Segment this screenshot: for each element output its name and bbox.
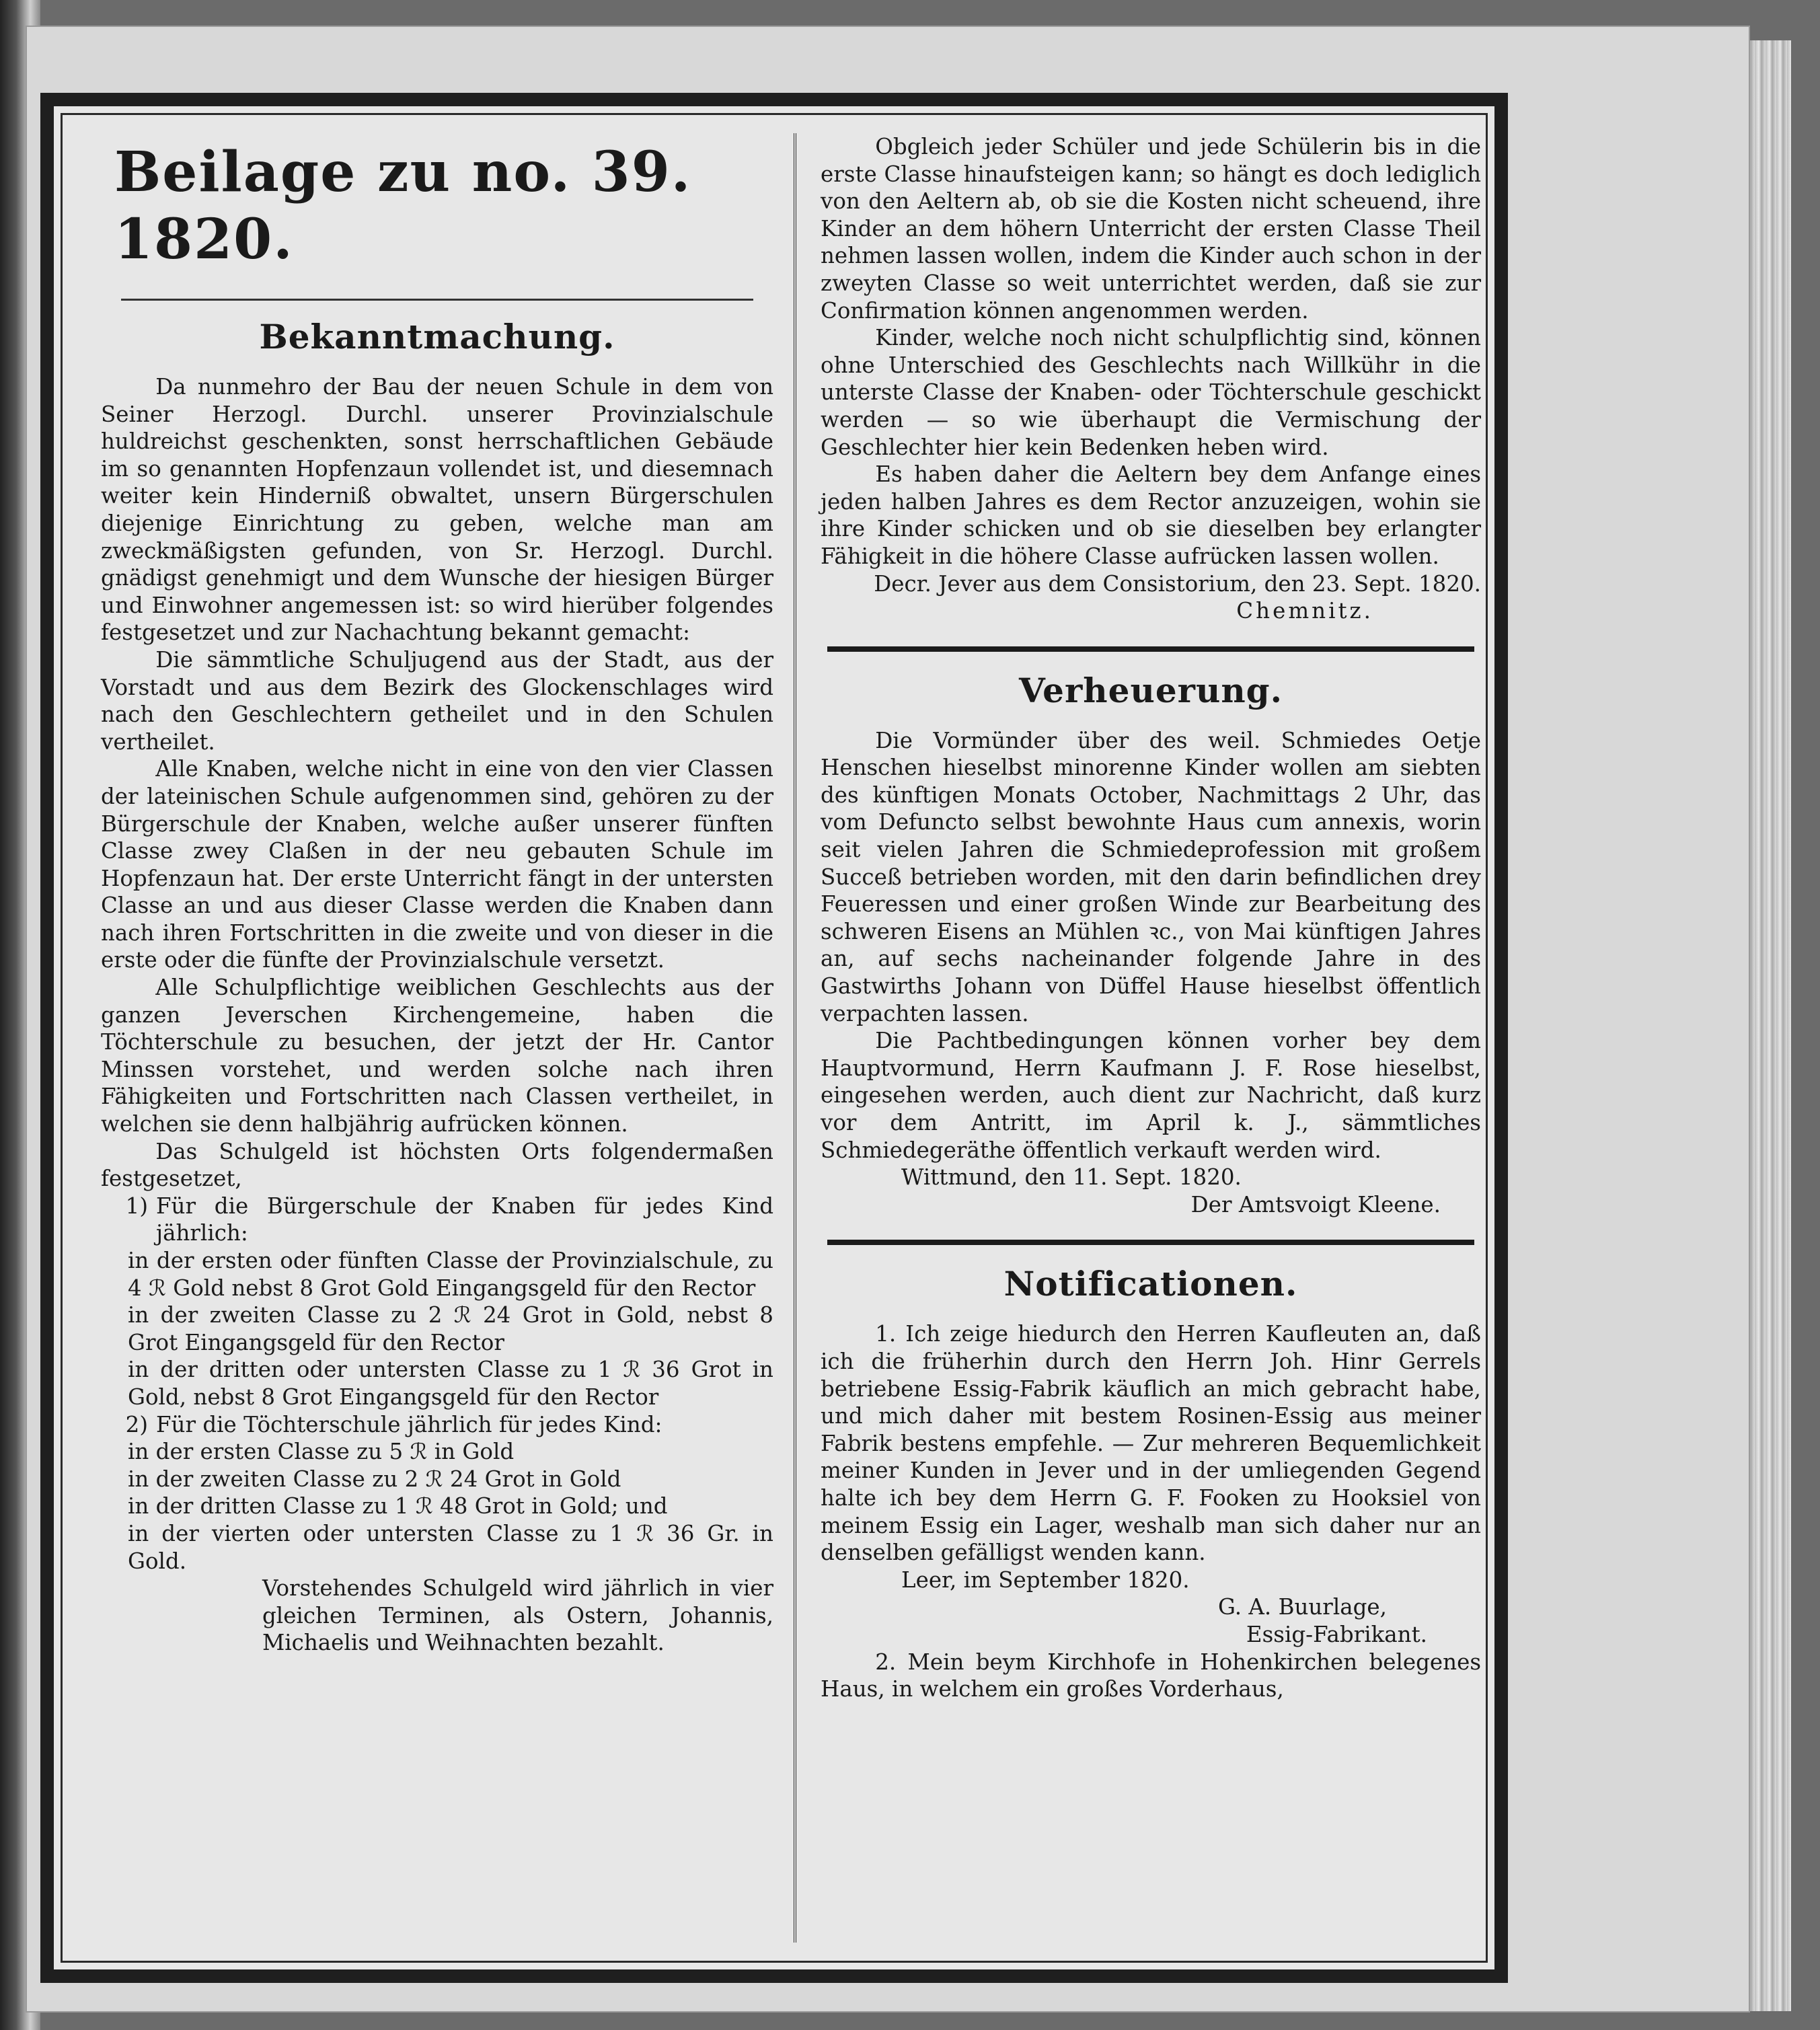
signature-place-date: Leer, im September 1820. [901, 1567, 1190, 1593]
paragraph: Alle Schulpflichtige weiblichen Geschlechts aus der ganzen Jeverschen Kirchengemeine, haben die Töchterschule zu besuchen, der jetzt der Hr. Cantor Minssen vorstehet, und werden solche nach ihren Fähigkeiten und Fortschritten nach Classen vertheilet, in welchen sie denn halbjährig aufrücken können. [101, 975, 773, 1137]
fee-list [101, 1193, 773, 1657]
paragraph: Da nunmehro der Bau der neuen Schule in dem von Seiner Herzogl. Durchl. unserer Provinzialschule huldreichst geschenkten, sonst herrschaftlichen Gebäude im so genannten Hopfenzaun vollendet ist, und diesemnach weiter kein Hinderniß obwaltet, unsern Bürgerschulen diejenige Einrichtung zu geben, welche man am zweckmäßigsten gefunden, von Sr. Herzogl. Durchl. gnädigst genehmigt und dem Wunsche der hiesigen Bürger und Einwohner angemessen ist: so wird hierüber folgendes festgesetzet und zur Nachachtung bekannt gemacht: [101, 374, 773, 646]
section-rule [827, 646, 1474, 652]
paragraph: Obgleich jeder Schüler und jede Schülerin bis in die erste Classe hinaufsteigen kann; so hängt es doch lediglich von den Aeltern ab, ob sie die Kosten nicht scheuend, ihre Kinder an dem höhern Unterricht der ersten Classe Theil nehmen lassen wollen, indem die Kinder auch schon in der zweyten Classe so weit unterrichtet werden, daß sie zur Confirmation können angenommen werden. [821, 134, 1481, 324]
column-divider [794, 133, 800, 1943]
paragraph: Die sämmtliche Schuljugend aus der Stadt, aus der Vorstadt und aus dem Bezirk des Glockenschlages wird nach den Geschlechtern getheilet und in den Schulen vertheilet. [101, 646, 773, 755]
signature-place-date: Wittmund, den 11. Sept. 1820. [901, 1164, 1242, 1191]
fee-item [101, 1193, 773, 1247]
fee-line: in der ersten Classe zu 5 ℛ in Gold [128, 1439, 515, 1465]
signature-name: Der Amtsvoigt Kleene. [1190, 1191, 1441, 1217]
page-frame [40, 93, 1508, 1983]
fee-heading: Für die Töchterschule jährlich für jedes Kind: [156, 1411, 662, 1437]
signature-name: G. A. Buurlage, [1217, 1594, 1387, 1620]
masthead-title: Beilage zu no. 39. 1820. [114, 140, 692, 272]
fee-line: in der ersten oder fünften Classe der Provinzialschule, zu 4 ℛ Gold nebst 8 Grot Gold Eingangsgeld für den Rector [128, 1248, 773, 1301]
notice-item: 1. Ich zeige hiedurch den Herren Kaufleuten an, daß ich die früherhin durch den Herrn Joh. Hinr Gerrels betriebene Essig-Fabrik käuflich an mich gebracht habe, und mich daher mit bestem Rosinen-Essig aus meiner Fabrik bestens empfehle. — Zur mehreren Bequemlichkeit meiner Kunden in Jever und in der umliegenden Gegend halte ich bey dem Herrn G. F. Fooken zu Hooksiel von meinem Essig ein Lager, weshalb man sich daher nur an denselben gefälligst wenden kann. [821, 1321, 1481, 1566]
fee-line: in der dritten Classe zu 1 ℛ 48 Grot in Gold; und [128, 1493, 668, 1519]
section-rule [827, 1240, 1474, 1245]
fee-line: in der zweiten Classe zu 2 ℛ 24 Grot in Gold [128, 1466, 621, 1492]
signature-role: Essig-Fabrikant. [1246, 1621, 1427, 1647]
fee-note: Vorstehendes Schulgeld wird jährlich in vier gleichen Terminen, als Ostern, Johannis, Michaelis und Weihnachten bezahlt. [262, 1575, 773, 1656]
masthead-rule [121, 299, 753, 301]
fee-line: in der vierten oder untersten Classe zu 1 ℛ 36 Gr. in Gold. [128, 1520, 773, 1574]
fee-line: in der dritten oder untersten Classe zu 1 ℛ 36 Grot in Gold, nebst 8 Grot Eingangsgeld für den Rector [128, 1357, 773, 1410]
fee-item [101, 1411, 773, 1439]
signature-place-date: Decr. Jever aus dem Consistorium, den 23. Sept. 1820. [874, 570, 1481, 597]
signature-name: Chemnitz. [1236, 598, 1373, 624]
fee-number: 2) [125, 1411, 148, 1437]
left-column [101, 133, 773, 1949]
notice-item: 2. Mein beym Kirchhofe in Hohenkirchen belegenes Haus, in welchem ein großes Vorderhaus, [821, 1649, 1481, 1702]
right-column [821, 133, 1481, 1949]
fee-line: in der zweiten Classe zu 2 ℛ 24 Grot in Gold, nebst 8 Grot Eingangsgeld für den Rector [128, 1302, 773, 1355]
fee-number: 1) [125, 1193, 148, 1219]
section-title-verheuerung: Verheuerung. [1018, 670, 1283, 710]
section-title-notificationen: Notificationen. [1003, 1264, 1298, 1304]
paragraph: Die Vormünder über des weil. Schmiedes Oetje Henschen hieselbst minorenne Kinder wollen am siebten des künftigen Monats October, Nachmittags 2 Uhr, das vom Defuncto selbst bewohnte Haus cum annexis, worin seit vielen Jahren die Schmiedeprofession mit großem Succeß betrieben worden, mit den darin befindlichen drey Feueressen und einer großen Winde zur Bearbeitung des schweren Eisens an Mühlen ꝛc., von Mai künftigen Jahres an, auf sechs nacheinander folgende Jahre in des Gastwirths Johann von Düffel Hause hieselbst öffentlich verpachten lassen. [821, 727, 1481, 1026]
paragraph: Die Pachtbedingungen können vorher bey dem Hauptvormund, Herrn Kaufmann J. F. Rose hieselbst, eingesehen werden, auch dient zur Nachricht, daß kurz vor dem Antritt, im April k. J., sämmtliches Schmiedegeräthe öffentlich verkauft werden wird. [821, 1028, 1481, 1163]
section-title-bekanntmachung: Bekanntmachung. [259, 317, 615, 356]
fee-heading: Für die Bürgerschule der Knaben für jedes Kind jährlich: [156, 1193, 773, 1246]
paragraph: Kinder, welche noch nicht schulpflichtig sind, können ohne Unterschied des Geschlechts nach Willkühr in die unterste Classe der Knaben- oder Töchterschule geschickt werden — so wie überhaupt die Vermischung der Geschlechter hier kein Bedenken heben wird. [821, 325, 1481, 460]
paragraph: Das Schulgeld ist höchsten Orts folgendermaßen festgesetzet, [101, 1138, 773, 1192]
paragraph: Alle Knaben, welche nicht in eine von den vier Classen der lateinischen Schule aufgenommen sind, gehören zu der Bürgerschule der Knaben, welche außer unserer fünften Classe zwey Claßen in der neu gebauten Schule im Hopfenzaun hat. Der erste Unterricht fängt in der untersten Classe an und aus dieser Classe werden die Knaben dann nach ihren Fortschritten in die zweite und von dieser in die erste oder die fünfte der Provinzialschule versetzt. [101, 756, 773, 973]
paragraph: Es haben daher die Aeltern bey dem Anfange eines jeden halben Jahres es dem Rector anzuzeigen, wohin sie ihre Kinder schicken und ob sie dieselben bey erlangter Fähigkeit in die höhere Classe aufrücken lassen wollen. [821, 461, 1481, 569]
